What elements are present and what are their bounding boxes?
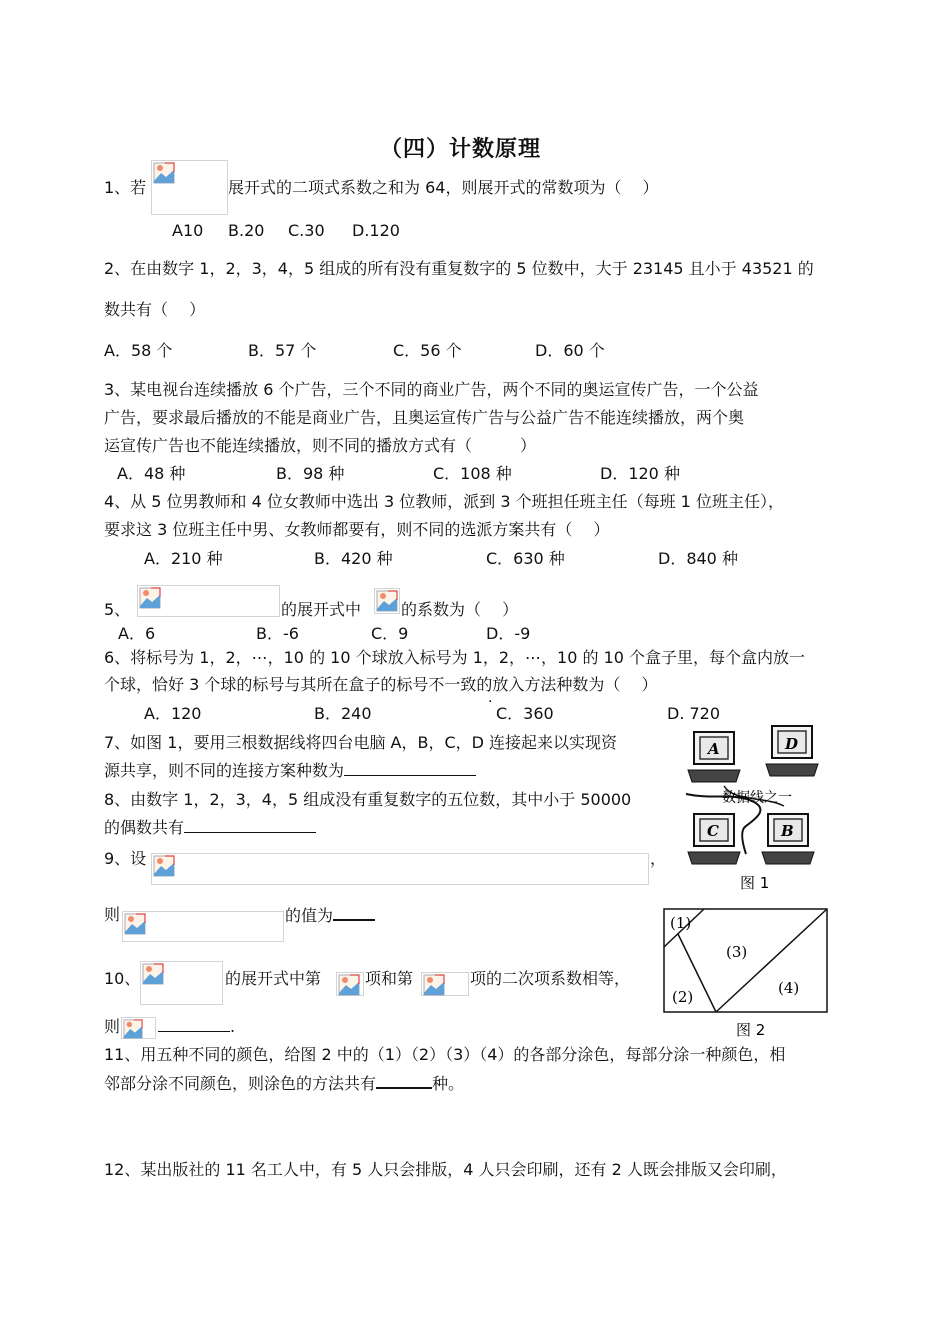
- q5-option-a: A．6: [118, 624, 156, 643]
- q2-option-d: D．60 个: [535, 341, 605, 360]
- q4-option-a: A．210 种: [144, 549, 223, 568]
- formula-image-placeholder: [137, 585, 280, 617]
- q1-option-c: C.30: [288, 221, 325, 240]
- q1-option-d: D.120: [352, 221, 400, 240]
- q9-then: 则: [104, 905, 121, 924]
- figure-2-regions: [660, 905, 832, 1043]
- q5-middle: 的展开式中: [281, 600, 362, 619]
- q6-option-c: C．360: [496, 704, 554, 723]
- answer-blank[interactable]: [376, 1073, 432, 1089]
- q4-line-2: 要求这 3 位班主任中男、女教师都要有，则不同的选派方案共有（ ）: [104, 520, 610, 539]
- q9-text-label: 的值为: [285, 906, 334, 925]
- q5-option-b: B．-6: [256, 624, 299, 643]
- q9-text: [285, 905, 375, 926]
- q3-option-a: A．48 种: [117, 464, 186, 483]
- computer-c-icon: [688, 814, 740, 864]
- formula-image-placeholder: [336, 972, 364, 996]
- q10-middle-2: 项和第: [365, 969, 414, 988]
- q3-option-c: C．108 种: [433, 464, 512, 483]
- q12-line-1: 12、某出版社的 11 名工人中，有 5 人只会排版，4 人只会印刷，还有 2 人既会排版又会印刷，: [104, 1160, 787, 1179]
- broken-image-icon: [338, 974, 360, 996]
- figure-1-caption: 图 1: [740, 874, 770, 892]
- q3-line-2: 广告，要求最后播放的不能是商业广告，且奥运宣传广告与公益广告不能连续播放，两个奥: [104, 408, 745, 427]
- computer-a-icon: [688, 732, 740, 782]
- q10-prefix: 10、: [104, 969, 141, 988]
- emphasis-dot: ·: [488, 694, 493, 710]
- computer-d-label: D: [785, 735, 799, 753]
- q4-option-b: B．420 种: [314, 549, 393, 568]
- q6-line-1: 6、将标号为 1，2，⋯，10 的 10 个球放入标号为 1，2，⋯，10 的 10 个盒子里，每个盒内放一: [104, 648, 806, 667]
- q4-option-d: D．840 种: [658, 549, 738, 568]
- q2-option-b: B．57 个: [248, 341, 317, 360]
- region-4-label: (4): [778, 979, 800, 997]
- computer-a-label: A: [708, 740, 720, 758]
- broken-image-icon: [423, 974, 445, 996]
- q10-end: .: [230, 1017, 236, 1036]
- q11-line-2: [104, 1073, 464, 1094]
- q2-option-a: A．58 个: [104, 341, 173, 360]
- q5-text: 的系数为（ ）: [401, 600, 519, 619]
- answer-blank[interactable]: [333, 905, 375, 921]
- q8-line-1: 8、由数字 1，2，3，4，5 组成没有重复数字的五位数，其中小于 50000: [104, 790, 632, 809]
- data-line-label: 数据线之一: [722, 790, 792, 806]
- region-3-label: (3): [726, 943, 748, 961]
- q5-option-d: D．-9: [486, 624, 531, 643]
- q6-option-d: D. 720: [667, 704, 721, 723]
- q3-line-1: 3、某电视台连续播放 6 个广告，三个不同的商业广告，两个不同的奥运宣传广告，一个公益: [104, 380, 759, 399]
- broken-image-icon: [123, 1019, 143, 1039]
- formula-image-placeholder: [374, 588, 400, 614]
- formula-image-placeholder: [140, 961, 223, 1005]
- formula-image-placeholder: [421, 972, 469, 996]
- q5-prefix: 5、: [104, 600, 131, 619]
- computer-d-icon: [766, 726, 818, 776]
- broken-image-icon: [153, 855, 175, 877]
- computer-b-label: B: [781, 822, 794, 840]
- computer-b-icon: [762, 814, 814, 864]
- q9-prefix: 9、设: [104, 849, 147, 868]
- broken-image-icon: [124, 913, 146, 935]
- q11-line-1: 11、用五种不同的颜色，给图 2 中的（1）（2）（3）（4）的各部分涂色，每部分涂一种颜色，相: [104, 1045, 786, 1064]
- formula-image-placeholder: [122, 911, 284, 942]
- q7-line-1: 7、如图 1，要用三根数据线将四台电脑 A，B，C，D 连接起来以实现资: [104, 733, 618, 752]
- q1-text: 展开式的二项式系数之和为 64，则展开式的常数项为（ ）: [228, 178, 659, 197]
- q8-line-2: [104, 818, 316, 838]
- computer-c-label: C: [707, 822, 719, 840]
- formula-image-placeholder: [151, 160, 228, 215]
- q3-line-3: 运宣传广告也不能连续播放，则不同的播放方式有（ ）: [104, 436, 537, 455]
- q11-line-2-end: 种。: [432, 1074, 465, 1093]
- q1-option-b: B.20: [228, 221, 265, 240]
- q3-option-d: D．120 种: [600, 464, 680, 483]
- q6-option-a: A．120: [144, 704, 202, 723]
- q2-option-c: C．56 个: [393, 341, 462, 360]
- q3-option-b: B．98 种: [276, 464, 345, 483]
- q1-option-a: A10: [172, 221, 204, 240]
- q10-then: 则: [104, 1017, 121, 1036]
- q10-answer: [158, 1017, 235, 1037]
- formula-image-placeholder: [151, 853, 649, 885]
- figure-1-computers: [684, 722, 824, 898]
- broken-image-icon: [376, 590, 398, 612]
- region-1-label: (1): [670, 914, 692, 932]
- q4-line-1: 4、从 5 位男教师和 4 位女教师中选出 3 位教师，派到 3 个班担任班主任（每班 1 位班主任），: [104, 492, 784, 511]
- figure-2-caption: 图 2: [736, 1021, 766, 1039]
- broken-image-icon: [139, 587, 161, 609]
- q7-line-2-text: 源共享，则不同的连接方案种数为: [104, 761, 345, 780]
- answer-blank[interactable]: [184, 818, 316, 833]
- q8-line-2-text: 的偶数共有: [104, 818, 185, 837]
- region-2-label: (2): [672, 988, 694, 1006]
- q11-line-2-text: 邻部分涂不同颜色，则涂色的方法共有: [104, 1074, 377, 1093]
- answer-blank[interactable]: [158, 1017, 230, 1032]
- q4-option-c: C．630 种: [486, 549, 565, 568]
- q2-line-2: 数共有（ ）: [104, 300, 206, 319]
- q9-comma: ，: [650, 849, 667, 868]
- q6-option-b: B．240: [314, 704, 372, 723]
- broken-image-icon: [153, 162, 175, 184]
- q10-middle-1: 的展开式中第: [225, 969, 322, 988]
- answer-blank[interactable]: [344, 761, 476, 776]
- q7-line-2: [104, 761, 476, 781]
- page-title: （四）计数原理: [380, 137, 542, 162]
- broken-image-icon: [142, 963, 164, 985]
- q5-option-c: C．9: [371, 624, 409, 643]
- formula-image-placeholder: [121, 1017, 156, 1039]
- q1-prefix: 1、若: [104, 178, 147, 197]
- q10-text: 项的二次项系数相等，: [470, 969, 631, 988]
- q6-line-2: 个球，恰好 3 个球的标号与其所在盒子的标号不一致的放入方法种数为（ ）: [104, 675, 658, 694]
- q2-line-1: 2、在由数字 1，2，3，4，5 组成的所有没有重复数字的 5 位数中，大于 23145 且小于 43521 的: [104, 259, 814, 278]
